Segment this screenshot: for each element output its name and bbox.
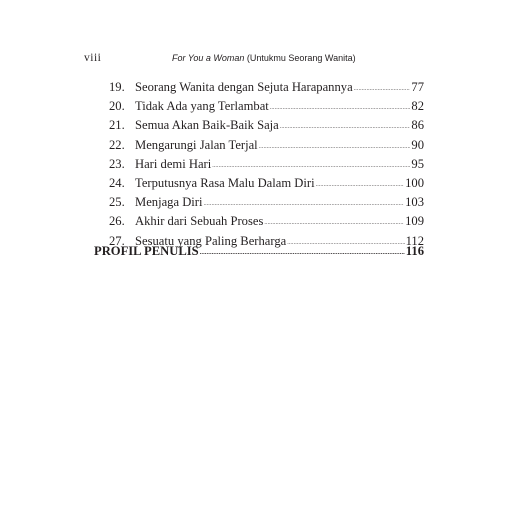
toc-entry-page: 95 bbox=[411, 156, 424, 171]
toc-entry-page: 112 bbox=[405, 233, 424, 248]
toc-entry-number: 23. bbox=[109, 156, 125, 171]
toc-entry-number: 26. bbox=[109, 214, 125, 229]
dot-leader bbox=[270, 98, 411, 113]
toc-entry bbox=[109, 214, 424, 233]
dot-leader bbox=[212, 156, 410, 171]
toc-profile-title: PROFIL PENULIS bbox=[94, 244, 199, 258]
toc-profile-entry bbox=[94, 244, 424, 259]
page-number: viii bbox=[84, 52, 102, 64]
toc-entry-number: 25. bbox=[109, 195, 125, 210]
toc-entry-number: 21. bbox=[109, 118, 125, 133]
toc-profile-page: 116 bbox=[405, 244, 424, 258]
toc-entry-page: 90 bbox=[411, 137, 424, 152]
running-title bbox=[172, 53, 356, 63]
toc-entry-number: 19. bbox=[109, 80, 125, 94]
toc-entry-page: 82 bbox=[411, 99, 424, 114]
toc-entry bbox=[109, 118, 424, 137]
dot-leader bbox=[259, 137, 411, 152]
table-of-contents bbox=[109, 80, 424, 253]
toc-entry-page: 103 bbox=[405, 195, 424, 210]
toc-entry-page: 109 bbox=[405, 214, 424, 229]
page-header bbox=[84, 52, 424, 66]
toc-entry-title: Mengarungi Jalan Terjal bbox=[135, 137, 258, 152]
dot-leader bbox=[316, 175, 405, 190]
toc-entry-page: 86 bbox=[411, 118, 424, 133]
dot-leader bbox=[200, 243, 405, 258]
toc-entry-number: 27. bbox=[109, 233, 125, 248]
toc-entry-title: Akhir dari Sebuah Proses bbox=[135, 214, 264, 229]
running-title-italic: For You a Woman bbox=[172, 53, 245, 63]
toc-entry-title: Hari demi Hari bbox=[135, 156, 212, 171]
toc-entry-title: Menjaga Diri bbox=[135, 195, 203, 210]
toc-entry bbox=[109, 195, 424, 214]
running-title-subtitle: (Untukmu Seorang Wanita) bbox=[244, 53, 356, 63]
dot-leader bbox=[280, 117, 411, 132]
toc-entry-title: Semua Akan Baik-Baik Saja bbox=[135, 118, 279, 133]
toc-entry bbox=[109, 138, 424, 157]
toc-entry-title: Seorang Wanita dengan Sejuta Harapannya bbox=[135, 80, 353, 94]
toc-entry bbox=[109, 157, 424, 176]
toc-entry-page: 100 bbox=[405, 175, 424, 190]
toc-entry-title: Tidak Ada yang Terlambat bbox=[135, 99, 269, 114]
toc-entry-number: 24. bbox=[109, 175, 125, 190]
toc-entry-page: 77 bbox=[411, 80, 424, 94]
toc-entry-title: Terputusnya Rasa Malu Dalam Diri bbox=[135, 175, 315, 190]
toc-entry-number: 20. bbox=[109, 99, 125, 114]
toc-entry-title: Sesuatu yang Paling Berharga bbox=[135, 233, 287, 248]
toc-entry bbox=[109, 80, 424, 99]
dot-leader bbox=[204, 194, 405, 209]
dot-leader bbox=[354, 79, 411, 94]
toc-entry bbox=[109, 176, 424, 195]
dot-leader bbox=[264, 213, 404, 228]
toc-entry bbox=[109, 99, 424, 118]
toc-entry-number: 22. bbox=[109, 137, 125, 152]
